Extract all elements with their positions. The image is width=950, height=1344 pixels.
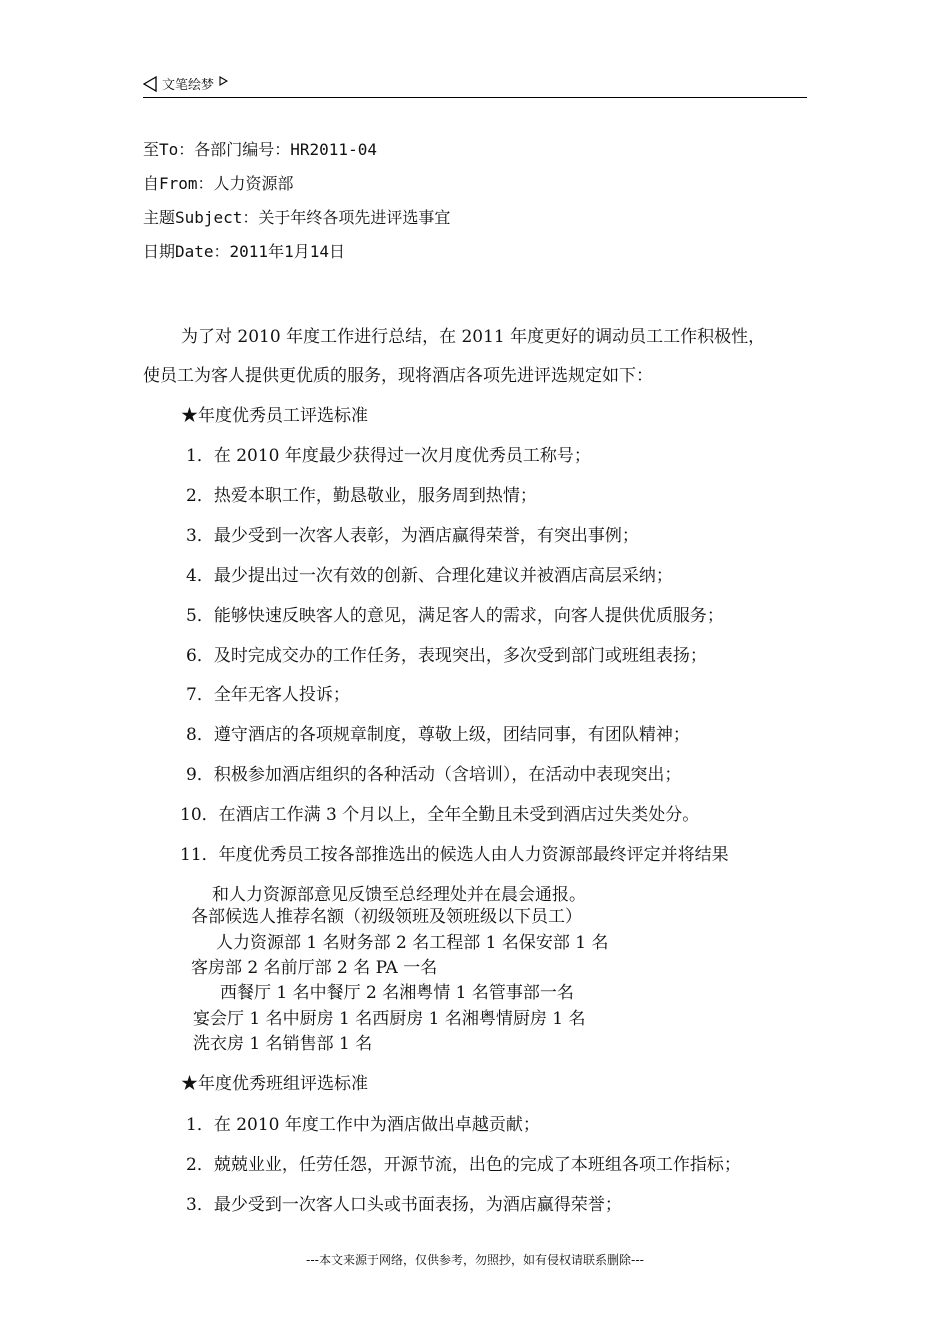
right-triangle-icon [219,76,228,86]
employee-item-4: 4．最少提出过一次有效的创新、合理化建议并被酒店高层采纳； [186,566,673,586]
quota-line-5: 洗衣房 1 名销售部 1 名 [193,1034,373,1054]
memo-date: 日期Date：2011年1月14日 [143,242,345,261]
team-item-3: 3．最少受到一次客人口头或书面表扬，为酒店赢得荣誉； [186,1195,622,1215]
memo-subject: 主题Subject：关于年终各项先进评选事宜 [143,208,451,227]
employee-item-3: 3．最少受到一次客人表彰，为酒店赢得荣誉，有突出事例； [186,526,639,546]
quota-heading: 各部候选人推荐名额（初级领班及领班级以下员工） [191,907,582,927]
page-header [143,74,228,93]
employee-item-8: 8．遵守酒店的各项规章制度，尊敬上级，团结同事，有团队精神； [186,725,690,745]
employee-item-10: 10．在酒店工作满 3 个月以上，全年全勤且未受到酒店过失类处分。 [180,805,700,825]
quota-line-1: 人力资源部 1 名财务部 2 名工程部 1 名保安部 1 名 [216,933,609,953]
header-rule [143,97,807,98]
employee-item-5: 5．能够快速反映客人的意见，满足客人的需求，向客人提供优质服务； [186,606,724,626]
employee-section-heading: ★年度优秀员工评选标准 [181,406,368,426]
intro-line-2: 使员工为客人提供更优质的服务，现将酒店各项先进评选规定如下： [143,366,653,386]
employee-item-11: 11．年度优秀员工按各部推选出的候选人由人力资源部最终评定并将结果 [180,845,729,865]
team-item-1: 1．在 2010 年度工作中为酒店做出卓越贡献； [186,1115,540,1135]
left-triangle-icon [143,76,157,92]
quota-line-4: 宴会厅 1 名中厨房 1 名西厨房 1 名湘粤情厨房 1 名 [193,1009,586,1029]
employee-item-11-continued: 和人力资源部意见反馈至总经理处并在晨会通报。 [212,885,586,905]
employee-item-1: 1．在 2010 年度最少获得过一次月度优秀员工称号； [186,446,591,466]
memo-from: 自From：人力资源部 [143,174,294,193]
quota-line-3: 西餐厅 1 名中餐厅 2 名湘粤情 1 名管事部一名 [220,983,574,1003]
team-item-2: 2．兢兢业业，任劳任怨，开源节流，出色的完成了本班组各项工作指标； [186,1155,741,1175]
quota-line-2: 客房部 2 名前厅部 2 名 PA 一名 [191,958,438,978]
employee-item-9: 9．积极参加酒店组织的各种活动（含培训），在活动中表现突出； [186,765,682,785]
header-title: 文笔绘梦 [162,78,215,93]
employee-item-2: 2．热爱本职工作，勤恳敬业，服务周到热情； [186,486,537,506]
memo-to: 至To：各部门编号：HR2011-04 [143,140,377,159]
employee-item-7: 7．全年无客人投诉； [186,685,350,705]
employee-item-6: 6．及时完成交办的工作任务，表现突出，多次受到部门或班组表扬； [186,646,707,666]
team-section-heading: ★年度优秀班组评选标准 [181,1074,368,1094]
page-footer: ---本文来源于网络，仅供参考，勿照抄，如有侵权请联系删除--- [306,1253,644,1267]
intro-line-1: 为了对 2010 年度工作进行总结，在 2011 年度更好的调动员工工作积极性， [181,327,766,347]
